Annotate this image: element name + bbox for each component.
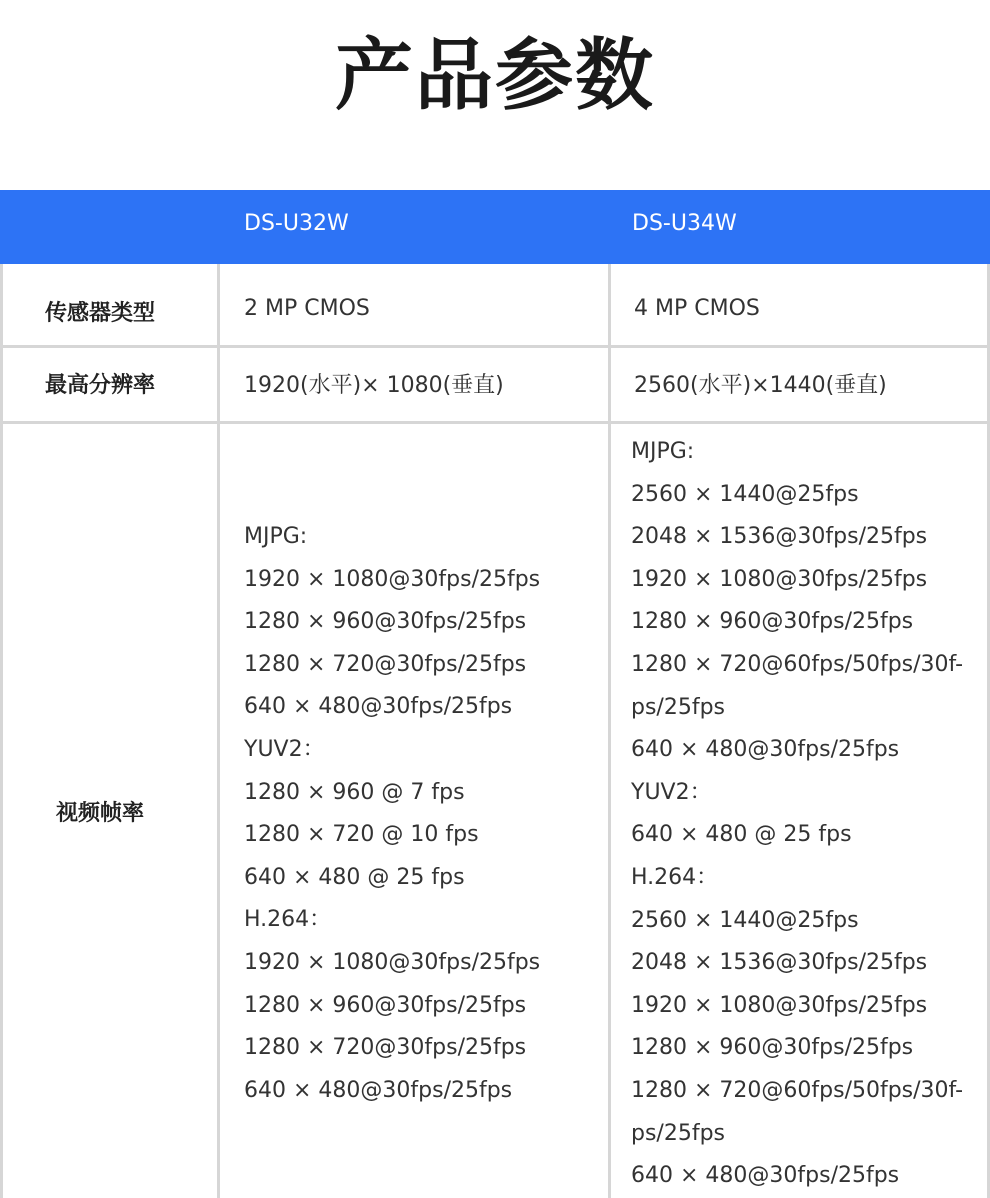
framerate-line: 640 × 480 @ 25 fps	[244, 864, 465, 890]
framerate-line: YUV2：	[631, 779, 712, 805]
framerate-line: 640 × 480@30fps/25fps	[244, 694, 513, 720]
page-title: 产品参数	[334, 31, 655, 121]
sensor-u34w: 4 MP CMOS	[634, 296, 760, 321]
framerate-line: ps/25fps	[631, 1120, 726, 1146]
resolution-u34w: 2560(水平)×1440(垂直)	[634, 373, 887, 398]
column-header-ds-u32w: DS-U32W	[244, 211, 349, 236]
row-label-sensor: 传感器类型	[44, 301, 155, 326]
framerate-line: 640 × 480 @ 25 fps	[631, 822, 852, 848]
framerate-line: ps/25fps	[631, 694, 726, 720]
framerate-line: 1280 × 960@30fps/25fps	[244, 609, 527, 635]
framerate-line: H.264：	[631, 864, 719, 890]
grid-line-col2	[608, 264, 611, 1198]
framerate-line: 1280 × 960@30fps/25fps	[244, 992, 527, 1018]
grid-line-col1	[217, 264, 220, 1198]
framerate-line: 1280 × 720@30fps/25fps	[244, 651, 527, 677]
framerate-line: 2048 × 1536@30fps/25fps	[631, 524, 928, 550]
framerate-line: 640 × 480@30fps/25fps	[631, 1163, 900, 1189]
framerate-line: 2048 × 1536@30fps/25fps	[631, 950, 928, 976]
framerate-line: H.264：	[244, 907, 332, 933]
grid-line-left	[0, 264, 3, 1198]
framerate-line: MJPG:	[244, 524, 308, 549]
framerate-line: 1280 × 720@60fps/50fps/30f-	[631, 1077, 964, 1103]
framerate-line: 1920 × 1080@30fps/25fps	[244, 949, 541, 975]
grid-line-row1	[0, 345, 990, 348]
framerate-line: 1280 × 960@30fps/25fps	[631, 1035, 914, 1061]
framerate-line: 1920 × 1080@30fps/25fps	[631, 992, 928, 1018]
framerate-line: 1280 × 720@30fps/25fps	[244, 1035, 527, 1061]
framerate-line: 1920 × 1080@30fps/25fps	[244, 566, 541, 592]
framerate-line: 640 × 480@30fps/25fps	[631, 737, 900, 763]
row-label-resolution: 最高分辨率	[44, 373, 155, 398]
framerate-line: 2560 × 1440@25fps	[631, 481, 859, 507]
framerate-line: 1280 × 720@60fps/50fps/30f-	[631, 651, 964, 677]
framerate-line: 1280 × 960 @ 7 fps	[244, 779, 465, 805]
table-header	[0, 190, 990, 264]
framerate-u32w-list	[244, 516, 540, 1112]
grid-line-row2	[0, 421, 990, 424]
resolution-u32w: 1920(水平)× 1080(垂直)	[244, 373, 504, 398]
framerate-line: 2560 × 1440@25fps	[631, 907, 859, 933]
column-header-ds-u34w: DS-U34W	[632, 211, 737, 236]
framerate-line: 1920 × 1080@30fps/25fps	[631, 566, 928, 592]
row-label-framerate: 视频帧率	[55, 801, 144, 826]
framerate-u34w-list	[631, 431, 963, 1198]
framerate-line: 1280 × 720 @ 10 fps	[244, 822, 479, 848]
framerate-line: YUV2：	[244, 736, 325, 762]
framerate-line: MJPG:	[631, 439, 695, 464]
framerate-line: 640 × 480@30fps/25fps	[244, 1077, 513, 1103]
sensor-u32w: 2 MP CMOS	[244, 296, 370, 321]
framerate-line: 1280 × 960@30fps/25fps	[631, 609, 914, 635]
